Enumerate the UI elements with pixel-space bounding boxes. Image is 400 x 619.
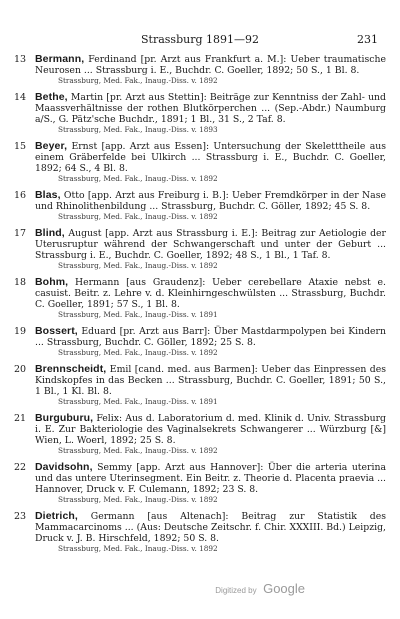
author-name: Burguburu,: [35, 412, 94, 424]
author-name: Beyer,: [35, 140, 68, 152]
running-title: Strassburg 1891—92: [141, 33, 259, 46]
bibliography-entry: [0, 511, 400, 554]
dissertation-note: Strassburg, Med. Fak., Inaug.-Diss. v. 1891: [58, 397, 218, 406]
entry-number: 23: [14, 511, 27, 522]
entry-number: 17: [14, 228, 27, 239]
entry-text: Eduard [pr. Arzt aus Barr]: Über Mastdarmpolypen bei Kindern ... Strassburg, Buchdr. C. Göller, 1892; 25 S. 8.: [35, 326, 386, 348]
entry-number: 13: [14, 54, 27, 65]
dissertation-note: Strassburg, Med. Fak., Inaug.-Diss. v. 1892: [58, 261, 218, 270]
entry-body: [35, 511, 386, 544]
author-name: Bethe,: [35, 91, 68, 103]
author-name: Bohm,: [35, 276, 69, 288]
dissertation-note: Strassburg, Med. Fak., Inaug.-Diss. v. 1892: [58, 446, 218, 455]
bibliography-entry: [0, 190, 400, 222]
entry-number: 16: [14, 190, 27, 201]
dissertation-note: Strassburg, Med. Fak., Inaug.-Diss. v. 1892: [58, 495, 218, 504]
page-header: [0, 33, 400, 47]
bibliography-entry: [0, 277, 400, 320]
dissertation-note: Strassburg, Med. Fak., Inaug.-Diss. v. 1891: [58, 310, 218, 319]
entry-text: Emil [cand. med. aus Barmen]: Ueber das Einpressen des Kindskopfes in das Becken ... Strassburg, Buchdr. C. Goeller, 1891; 50 S., 1 Bl., 1 Kl. Bl. 8.: [35, 364, 386, 397]
author-name: Blind,: [35, 227, 65, 239]
entry-number: 15: [14, 141, 27, 152]
entry-text: Otto [app. Arzt aus Freiburg i. B.]: Ueber Fremdkörper in der Nase und Rhinolithenbildung ... Strassburg, Buchdr. C. Göller, 1892; 45 S. 8.: [35, 190, 386, 212]
author-name: Bossert,: [35, 325, 78, 337]
bibliography-list: [0, 54, 400, 560]
author-name: Blas,: [35, 189, 61, 201]
page-number: 231: [357, 33, 378, 46]
entry-body: [35, 364, 386, 397]
watermark-brand: Google: [263, 581, 305, 596]
digitization-watermark: [215, 580, 305, 598]
entry-body: [35, 326, 386, 348]
author-name: Bermann,: [35, 53, 85, 65]
bibliography-entry: [0, 141, 400, 184]
entry-text: Martin [pr. Arzt aus Stettin]: Beiträge zur Kenntniss der Zahl- und Maassverhältnisse der rothen Blutkörperchen ... (Sep.-Abdr.) Naumburg a/S., G. Pätz'sche Buchdr., 1891; 1 Bl., 31 S., 2 Taf. 8.: [35, 92, 386, 125]
entry-body: [35, 141, 386, 174]
dissertation-note: Strassburg, Med. Fak., Inaug.-Diss. v. 1892: [58, 76, 218, 85]
entry-text: Hermann [aus Graudenz]: Ueber cerebellare Ataxie nebst e. casuist. Beitr. z. Lehre v. d. Kleinhirngeschwülsten ... Strassburg, Buchdr. C. Goeller, 1891; 57 S., 1 Bl. 8.: [35, 277, 386, 310]
entry-text: Felix: Aus d. Laboratorium d. med. Klinik d. Univ. Strassburg i. E. Zur Bakteriologie des Vaginalsekrets Schwangerer ... Würzburg [&] Wien, L. Woerl, 1892; 25 S. 8.: [35, 413, 386, 446]
dissertation-note: Strassburg, Med. Fak., Inaug.-Diss. v. 1893: [58, 125, 218, 134]
entry-number: 18: [14, 277, 27, 288]
dissertation-note: Strassburg, Med. Fak., Inaug.-Diss. v. 1892: [58, 348, 218, 357]
entry-number: 20: [14, 364, 27, 375]
bibliography-entry: [0, 228, 400, 271]
entry-text: Ernst [app. Arzt aus Essen]: Untersuchung der Skeletttheile aus einem Gräberfelde bei Ulkirch ... Strassburg i. E., Buchdr. C. Goeller, 1892; 64 S., 4 Bl. 8.: [35, 141, 386, 174]
entry-text: Ferdinand [pr. Arzt aus Frankfurt a. M.]: Ueber traumatische Neurosen ... Strassburg i. E., Buchdr. C. Goeller, 1892; 50 S., 1 Bl. 8.: [35, 54, 386, 76]
author-name: Dietrich,: [35, 510, 78, 522]
author-name: Davidsohn,: [35, 461, 93, 473]
bibliography-entry: [0, 54, 400, 86]
dissertation-note: Strassburg, Med. Fak., Inaug.-Diss. v. 1892: [58, 212, 218, 221]
watermark-prefix: Digitized by: [215, 586, 257, 595]
entry-body: [35, 54, 386, 76]
bibliography-entry: [0, 462, 400, 505]
author-name: Brennscheidt,: [35, 363, 107, 375]
entry-text: Semmy [app. Arzt aus Hannover]: Über die arteria uterina und das untere Uterinsegment. Ein Beitr. z. Theorie d. Placenta praevia ... Hannover, Druck v. F. Culemann, 1892; 23 S. 8.: [35, 462, 386, 495]
bibliography-entry: [0, 92, 400, 135]
entry-body: [35, 228, 386, 261]
bibliography-entry: [0, 364, 400, 407]
entry-body: [35, 462, 386, 495]
entry-body: [35, 92, 386, 125]
entry-body: [35, 413, 386, 446]
entry-text: August [app. Arzt aus Strassburg i. E.]: Beitrag zur Aetiologie der Uterusruptur während der Schwangerschaft und unter der Geburt ... Strassburg i. E., Buchdr. C. Goeller, 1892; 48 S., 1 Bl., 1 Taf. 8.: [35, 228, 386, 261]
dissertation-note: Strassburg, Med. Fak., Inaug.-Diss. v. 1892: [58, 174, 218, 183]
entry-number: 14: [14, 92, 27, 103]
dissertation-note: Strassburg, Med. Fak., Inaug.-Diss. v. 1892: [58, 544, 218, 553]
entry-number: 21: [14, 413, 27, 424]
entry-number: 19: [14, 326, 27, 337]
bibliography-entry: [0, 326, 400, 358]
bibliography-entry: [0, 413, 400, 456]
entry-number: 22: [14, 462, 27, 473]
entry-body: [35, 277, 386, 310]
entry-text: Germann [aus Altenach]: Beitrag zur Statistik des Mammacarcinoms ... (Aus: Deutsche Zeitschr. f. Chir. XXXIII. Bd.) Leipzig, Druck v. J. B. Hirschfeld, 1892; 50 S. 8.: [35, 511, 386, 544]
entry-body: [35, 190, 386, 212]
